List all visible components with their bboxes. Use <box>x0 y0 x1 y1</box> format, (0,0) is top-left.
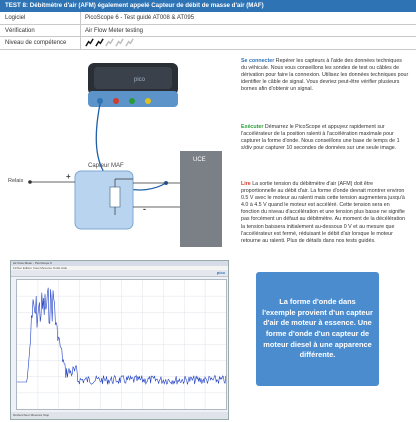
step-lead: Exécuter <box>241 124 264 130</box>
picoscope-device-icon <box>88 63 178 107</box>
ecu-box <box>180 151 222 247</box>
connection-diagram <box>0 55 240 255</box>
relay-label: Relais <box>8 178 24 184</box>
info-row-key: Vérification <box>5 27 35 34</box>
scope-status-bar: Déclencheur Mesures Stop <box>11 412 228 419</box>
waveform-svg <box>17 280 226 409</box>
skill-star-empty-icon <box>105 38 114 47</box>
step-lead: Lire <box>241 181 251 187</box>
info-row-software <box>0 12 416 25</box>
channel-b-port-icon <box>113 98 119 104</box>
maf-sensor-label: Capteur MAF <box>88 163 124 169</box>
row-divider <box>80 12 81 24</box>
step-text: La sortie tension du débitmètre d'air (AFM) doit être proportionnelle au débit d'air. La forme d'onde devrait montrer environ 0.5 V avec le moteur au ralenti mais cette tension augmentera jusqu'à 4.0 à 4.5 V quand le moteur est accéléré. Cette tension sera en fonction du niveau d'accélération et une tension plus basse ne signifie pas forcément un défaut au débitmètre. Au moment de la décélération la tension baissera initialement au-dessous 0 V et au mesure que l'accélérateur est fermé, réduisant le débit d'air lorsque le moteur retourne au ralenti. Plus de détails dans nos tests guidés. <box>241 181 406 244</box>
info-row-key: Logiciel <box>5 15 26 21</box>
test-title-bar: TEST 8: Débitmètre d'air (AFM) également appelé Capteur de débit de masse d'air (MAF) <box>0 0 416 12</box>
minus-sign: - <box>143 204 146 214</box>
row-divider <box>80 37 81 49</box>
info-row-key: Niveau de compétence <box>5 40 67 46</box>
skill-star-filled-icon <box>95 38 104 47</box>
step-execute <box>241 124 409 152</box>
sensor-element-icon <box>110 187 120 207</box>
scope-brand-logo: pico <box>216 270 225 275</box>
skill-star-empty-icon <box>115 38 124 47</box>
callout-text: La forme d'onde dans l'exemple provient d'un capteur d'air de moteur à essence. Une forme d'onde d'un capteur de moteur diesel à une apparence différente. <box>262 297 373 360</box>
diagram-svg <box>0 55 240 255</box>
info-row-skill-level <box>0 37 416 50</box>
scope-plot-area <box>16 279 227 410</box>
scope-menu-bar: Fichier Edition Vues Mesures Outils Aide <box>11 266 228 270</box>
row-divider <box>80 25 81 37</box>
info-row-value: Air Flow Meter testing <box>85 27 144 34</box>
relay-terminal-icon <box>28 180 32 184</box>
device-logo: pico <box>134 77 146 83</box>
channel-c-port-icon <box>129 98 135 104</box>
step-text: Repérer les capteurs à l'aide des données techniques du véhicule. Nous vous conseillons les sondes de test ou câbles de dérivation pour faire la connexion. Utilisez les données techniques pour identifier le câble de signal. Vous devriez peut-être vérifier plusieurs bornes afin d'obtenir un signal. <box>241 58 409 93</box>
scope-window-title: Air Flow Meter - PicoScope 6 <box>11 261 228 266</box>
info-row-value: PicoScope 6 - Test guidé AT008 & AT095 <box>85 15 195 21</box>
plus-sign: + <box>66 172 71 181</box>
maf-sensor-box <box>75 171 133 229</box>
channel-a-port-icon <box>97 98 103 104</box>
step-lead: Se connecter <box>241 58 275 64</box>
note-callout <box>256 272 379 386</box>
skill-star-filled-icon <box>85 38 94 47</box>
skill-star-empty-icon <box>125 38 134 47</box>
picoscope-screenshot <box>10 260 229 420</box>
scope-toolbar <box>11 270 228 277</box>
step-connect <box>241 58 409 93</box>
step-read <box>241 181 409 245</box>
ecu-label: UCE <box>193 157 206 163</box>
info-row-verification <box>0 25 416 38</box>
step-text: Démarrez le PicoScope et appuyez rapidement sur l'accélérateur de la position ralenti à l'accélération maximale pour capturer la forme d'onde. Nous conseillons une base de temps de 1 s/div pour capturer 10 secondes de données sur une seule image. <box>241 124 400 152</box>
channel-d-port-icon <box>145 98 151 104</box>
skill-level-rating <box>85 38 134 47</box>
